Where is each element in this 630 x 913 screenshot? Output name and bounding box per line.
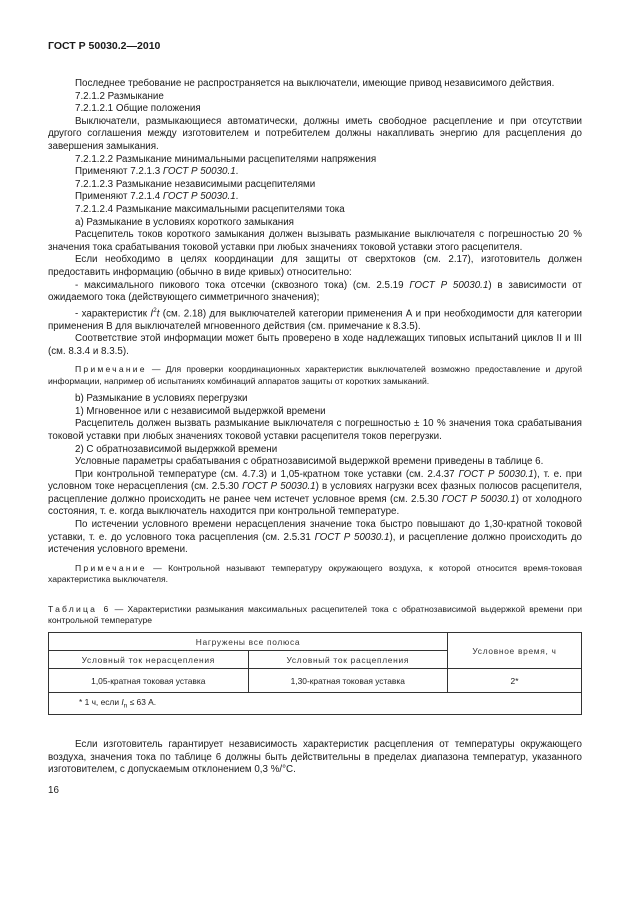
paragraph: При контрольной температуре (см. 4.7.3) и 1,05-кратном токе уставки (см. 2.4.37 ГОСТ Р 50030.1), т. е. при условном токе нерасцепления (см. 2.5.30 ГОСТ Р 50030.1) в условиях нагрузки всех фазных полюсов расцепителя, расцепление должно происходить не ранее чем истечет условное время (см. 2.5.30 ГОСТ Р 50030.1) от холодного состояния, т. е. когда выключатель находится при контрольной температуре. — [48, 468, 583, 518]
table-cell: 1,05-кратная токовая уставка — [49, 669, 249, 693]
section-heading: 7.2.1.2.3 Размыкание независимыми расцепителями — [75, 178, 316, 190]
table-caption: Таблица 6 — Характеристики размыкания максимальных расцепителей тока с обратнозависимой выдержкой времени при контрольной температуре — [48, 603, 582, 625]
list-heading: 1) Мгновенное или с независимой выдержкой времени — [75, 405, 326, 417]
section-heading: 7.2.1.2.4 Размыкание максимальными расцепителями тока — [75, 203, 345, 215]
table-6 — [48, 632, 582, 715]
paragraph: Условные параметры срабатывания с обратнозависимой выдержкой времени приведены в таблице 6. — [75, 456, 544, 468]
note: Примечание — Контрольной называют температуру окружающего воздуха, к которой относится время-токовая характеристика выключателя. — [48, 562, 582, 585]
table-header-nontrip: Условный ток нерасцепления — [49, 651, 249, 669]
page-number: 16 — [48, 784, 59, 796]
list-item: - характеристик $I^2t$ (см. 2.18) для выключателей категории применения А и при необходимости для категории применения В для выключателей мгновенного действия (см. примечание к 8.3.5). — [48, 306, 582, 332]
section-heading: 7.2.1.2.2 Размыкание минимальными расцепителями напряжения — [75, 153, 377, 165]
paragraph: Применяют 7.2.1.4 ГОСТ Р 50030.1. — [75, 191, 239, 203]
paragraph: По истечении условного времени нерасцепления значение тока быстро повышают до 1,30-кратной токовой уставки, т. е. до условного тока расцепления (см. 2.5.31 ГОСТ Р 50030.1), и расцепление должно происходить до истечения условного времени. — [48, 519, 582, 556]
standard-reference: ГОСТ Р 50030.1 — [162, 191, 236, 203]
paragraph: Если необходимо в целях координации для защиты от сверхтоков (см. 2.17), изготовитель должен предоставить информацию (обычно в виде кривых) относительно: — [48, 254, 582, 278]
table-header-group: Нагружены все полюса — [49, 633, 448, 651]
list-heading: 2) С обратнозависимой выдержкой времени — [75, 443, 278, 455]
table-cell: 1,30-кратная токовая уставка — [248, 669, 447, 693]
note: Примечание — Для проверки координационных характеристик выключателей возможно предоставление и другой информации, например об испытаниях комбинаций аппаратов защиты от коротких замыканий. — [48, 364, 582, 386]
document-header: ГОСТ Р 50030.2—2010 — [48, 40, 161, 52]
paragraph: Выключатели, размыкающиеся автоматически, должны иметь свободное расцепление и при отсутствии другого соглашения между изготовителем и потребителем должны накапливать энергию для расцепления до завершения замыкания. — [48, 115, 582, 152]
table-header-trip: Условный ток расцепления — [248, 651, 447, 669]
table-footnote: * 1 ч, если $I_n \le 63$ А. — [49, 693, 582, 715]
table-header-time: Условное время, ч — [447, 633, 581, 669]
list-heading: b) Размыкание в условиях перегрузки — [75, 393, 248, 405]
paragraph: Соответствие этой информации может быть проверено в ходе надлежащих типовых испытаний циклов II и III (см. 8.3.4 и 8.3.5). — [48, 333, 582, 357]
paragraph: Если изготовитель гарантирует независимость характеристик расцепления от температуры окружающего воздуха, значения тока по таблице 6 должны быть действительны в пределах диапазона температур, указанного изготовителем, с допускаемым отклонением 0,3 %/°С. — [48, 739, 582, 776]
standard-reference: ГОСТ Р 50030.1 — [162, 166, 236, 178]
document-body — [48, 78, 582, 777]
paragraph: Расцепитель должен вызвать размыкание выключателя с погрешностью ± 10 % значения тока срабатывания токовой уставки при любых значениях токовой уставки расцепителя токов перегрузки. — [48, 418, 582, 442]
paragraph: Последнее требование не распространяется на выключатели, имеющие привод независимого действия. — [75, 78, 555, 89]
paragraph: Расцепитель токов короткого замыкания должен вызывать размыкание выключателя с погрешностью 20 % значения тока срабатывания токовой уставки при любых значениях токовой уставки этого расцепителя. — [48, 229, 582, 253]
section-heading: 7.2.1.2 Размыкание — [75, 90, 164, 102]
list-item: - максимального пикового тока отсечки (сквозного тока) (см. 2.5.19 ГОСТ Р 50030.1) в зависимости от ожидаемого тока (действующего симметричного значения); — [48, 279, 582, 304]
paragraph: Применяют 7.2.1.3 ГОСТ Р 50030.1. — [75, 166, 239, 178]
document-page — [48, 40, 582, 796]
list-heading: а) Размыкание в условиях короткого замыкания — [75, 216, 294, 228]
table-cell: 2* — [447, 669, 581, 693]
section-heading: 7.2.1.2.1 Общие положения — [75, 103, 201, 115]
standard-reference: ГОСТ Р 50030.1 — [409, 279, 489, 291]
